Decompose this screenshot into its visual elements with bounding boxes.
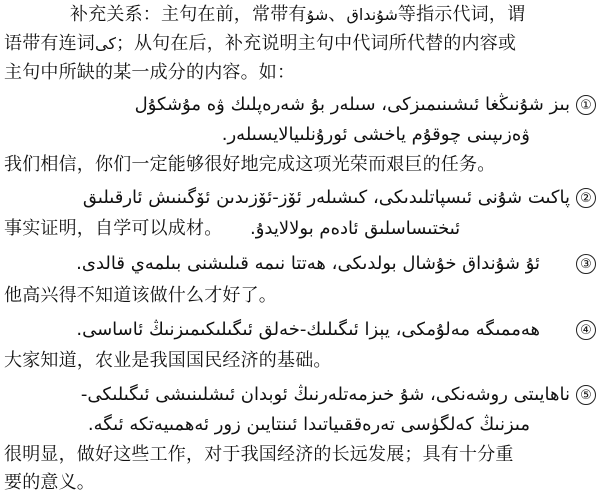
example-number-1: ① bbox=[576, 95, 596, 115]
example-3-chinese: 他高兴得不知道该做什么才好了。 bbox=[4, 285, 277, 306]
example-2-uyghur-line-2: ئىختىساسلىق ئادەم بولالايدۇ. bbox=[250, 218, 461, 239]
intro-ug-word-1: ﺷﯘ bbox=[306, 5, 329, 24]
example-2-chinese: 事实证明，自学可以成材。 bbox=[4, 218, 223, 239]
example-number-5: ⑤ bbox=[576, 385, 596, 405]
intro-text-2b: ；从句在后，补充说明主句中代词所代替的内容或 bbox=[115, 33, 517, 54]
intro-text-1a: 补充关系：主句在前，常带有 bbox=[70, 4, 307, 25]
intro-ug-word-2: ﺷﯘﻧﺪﺍﻕ bbox=[346, 5, 398, 24]
example-5-uyghur-line-1: ناھايىتى روشەنكى، شۇ خىزمەتلەرنىڭ ئوبدان ئىشلىنىشى ئىگىلىكى- bbox=[80, 384, 570, 405]
example-number-2: ② bbox=[576, 188, 596, 208]
example-2-uyghur-line-1: پاكىت شۇنى ئىسپاتلىدىكى، كىشىلەر ئۆز-ئۆزىدىن ئۆگىنىش ئارقىلىق bbox=[82, 187, 570, 208]
example-4-uyghur: ھەممىگە مەلۇمكى، يېزا ئىگىلىك-خەلق ئىگىلىكىمىزنىڭ ئاساسى. bbox=[76, 319, 540, 340]
example-1-uyghur-line-1: بىز شۇنىڭغا ئىشىنىمىزكى، سىلەر بۇ شەرەپلىك ۋە مۇشكۇل bbox=[134, 94, 570, 115]
example-5-uyghur-line-2: مىزنىڭ كەلگۈسى تەرەققىياتىدا ئىنتايىن زور ئەھمىيەتكە ئىگە. bbox=[87, 414, 530, 435]
example-5-chinese-line-1: 很明显，做好这些工作，对于我国经济的长远发展；具有十分重 bbox=[4, 444, 514, 465]
example-4-chinese: 大家知道，农业是我国国民经济的基础。 bbox=[4, 350, 332, 371]
example-5-chinese-line-2: 要的意义。 bbox=[4, 472, 95, 493]
intro-text-1b: 等指示代词，谓 bbox=[397, 4, 526, 25]
example-1-uyghur-line-2: ۋەزىپىنى چوقۇم ياخشى ئورۇنلىيالايسىلەر. bbox=[221, 124, 530, 145]
example-number-4: ④ bbox=[576, 320, 596, 340]
example-1-chinese: 我们相信，你们一定能够很好地完成这项光荣而艰巨的任务。 bbox=[4, 154, 496, 175]
intro-text-2a: 语带有连词 bbox=[4, 33, 95, 54]
intro-text-3: 主句中所缺的某一成分的内容。如： bbox=[4, 62, 296, 83]
intro-line-1: 补充关系：主句在前，常带有ﺷﯘ、ﺷﯘﻧﺪﺍﻕ等指示代词，谓 bbox=[70, 4, 526, 25]
intro-line-3 bbox=[4, 62, 295, 84]
example-number-3: ③ bbox=[576, 254, 596, 274]
example-3-uyghur: ئۇ شۇنداق خۇشال بولدىكى، ھەتتا نىمە قىلىشنى بىلمەي قالدى. bbox=[76, 253, 540, 274]
intro-ug-word-3: ﻛﻰ bbox=[95, 34, 116, 53]
intro-line-2 bbox=[4, 33, 516, 55]
